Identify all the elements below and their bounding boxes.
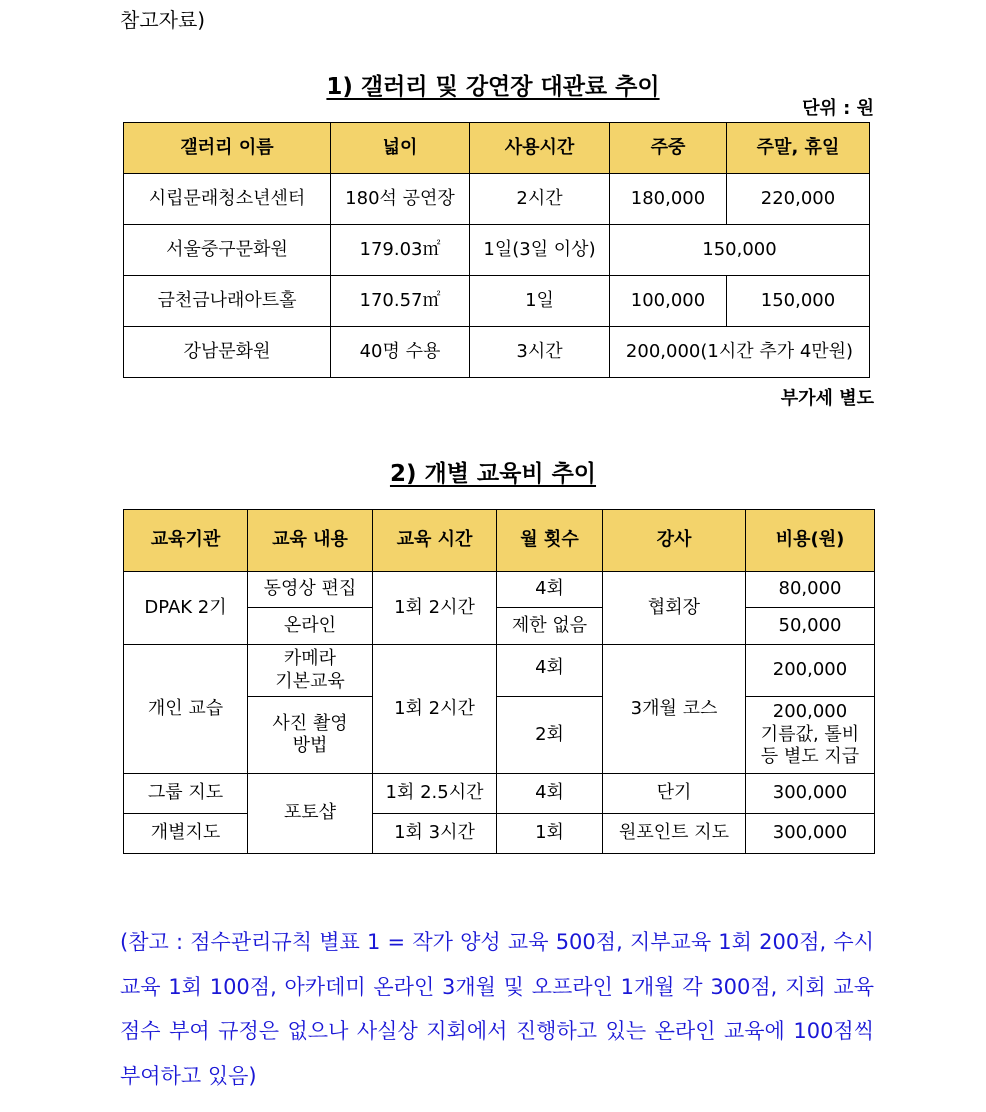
- table-row: [124, 276, 870, 327]
- gallery-name: 시립문래청소년센터: [124, 174, 331, 225]
- table-row: [124, 225, 870, 276]
- header-cell: 넓이: [331, 123, 470, 174]
- education-fee-table: [123, 509, 875, 854]
- rental-fee-table: [123, 122, 870, 378]
- section2-title: 2) 개별 교육비 추이: [389, 461, 597, 487]
- gallery-time: 1일: [470, 276, 610, 327]
- content-cell: 사진 촬영 방법: [248, 697, 373, 774]
- header-cell: 교육기관: [124, 510, 248, 572]
- header-cell: 주중: [610, 123, 727, 174]
- gallery-name: 강남문화원: [124, 327, 331, 378]
- gallery-name: 서울중구문화원: [124, 225, 331, 276]
- org-cell: DPAK 2기: [124, 572, 248, 645]
- count-cell: 제한 없음: [497, 608, 603, 645]
- org-cell: 개인 교습: [124, 645, 248, 774]
- instructor-cell: 협회장: [603, 572, 746, 645]
- org-cell: 개별지도: [124, 814, 248, 854]
- table-row: [124, 814, 875, 854]
- section1-title: 1) 갤러리 및 강연장 대관료 추이: [326, 74, 660, 100]
- weekend-fee: 220,000: [727, 174, 870, 225]
- gallery-area: 180석 공연장: [331, 174, 470, 225]
- cost-cell: 200,000 기름값, 톨비 등 별도 지급: [746, 697, 875, 774]
- cost-cell: 300,000: [746, 814, 875, 854]
- content-cell: 포토샵: [248, 774, 373, 854]
- header-cell: 주말, 휴일: [727, 123, 870, 174]
- time-cell: 1회 2시간: [373, 572, 497, 645]
- time-cell: 1회 2시간: [373, 645, 497, 774]
- reference-note: (참고 : 점수관리규칙 별표 1 = 작가 양성 교육 500점, 지부교육 1회 200점, 수시 교육 1회 100점, 아카데미 온라인 3개월 및 오프라인 1개월 각 300점, 지회 교육 점수 부여 규정은 없으나 사실상 지회에서 진행하고 있는 온라인 교육에 100점씩 부여하고 있음): [120, 930, 874, 1088]
- weekend-fee: 150,000: [727, 276, 870, 327]
- table-row: [124, 327, 870, 378]
- header-cell: 교육 시간: [373, 510, 497, 572]
- combined-fee: 200,000(1시간 추가 4만원): [610, 327, 870, 378]
- instructor-cell: 단기: [603, 774, 746, 814]
- table-header-row: [124, 510, 875, 572]
- content-cell: 동영상 편집: [248, 572, 373, 608]
- gallery-time: 3시간: [470, 327, 610, 378]
- header-cell: 강사: [603, 510, 746, 572]
- content-cell: 카메라 기본교육: [248, 645, 373, 697]
- count-cell: 4회: [497, 774, 603, 814]
- count-cell: 4회: [497, 645, 603, 697]
- cost-cell: 200,000: [746, 645, 875, 697]
- content-cell: 온라인: [248, 608, 373, 645]
- header-cell: 갤러리 이름: [124, 123, 331, 174]
- weekday-fee: 100,000: [610, 276, 727, 327]
- table-row: [124, 774, 875, 814]
- cost-cell: 80,000: [746, 572, 875, 608]
- gallery-area: 170.57㎡: [331, 276, 470, 327]
- instructor-cell: 3개월 코스: [603, 645, 746, 774]
- gallery-area: 40명 수용: [331, 327, 470, 378]
- time-cell: 1회 2.5시간: [373, 774, 497, 814]
- table-row: [124, 645, 875, 697]
- cost-cell: 300,000: [746, 774, 875, 814]
- count-cell: 1회: [497, 814, 603, 854]
- count-cell: 2회: [497, 697, 603, 774]
- table-row: [124, 174, 870, 225]
- gallery-area: 179.03㎡: [331, 225, 470, 276]
- table-header-row: [124, 123, 870, 174]
- header-cell: 비용(원): [746, 510, 875, 572]
- gallery-time: 2시간: [470, 174, 610, 225]
- count-cell: 4회: [497, 572, 603, 608]
- time-cell: 1회 3시간: [373, 814, 497, 854]
- cost-cell: 50,000: [746, 608, 875, 645]
- header-cell: 월 횟수: [497, 510, 603, 572]
- org-cell: 그룹 지도: [124, 774, 248, 814]
- gallery-name: 금천금나래아트홀: [124, 276, 331, 327]
- vat-footnote: 부가세 별도: [780, 388, 874, 409]
- table-row: [124, 572, 875, 608]
- header-cell: 교육 내용: [248, 510, 373, 572]
- unit-label: 단위 : 원: [802, 98, 874, 119]
- header-cell: 사용시간: [470, 123, 610, 174]
- reference-heading: 참고자료): [120, 8, 206, 32]
- gallery-time: 1일(3일 이상): [470, 225, 610, 276]
- weekday-fee: 180,000: [610, 174, 727, 225]
- instructor-cell: 원포인트 지도: [603, 814, 746, 854]
- combined-fee: 150,000: [610, 225, 870, 276]
